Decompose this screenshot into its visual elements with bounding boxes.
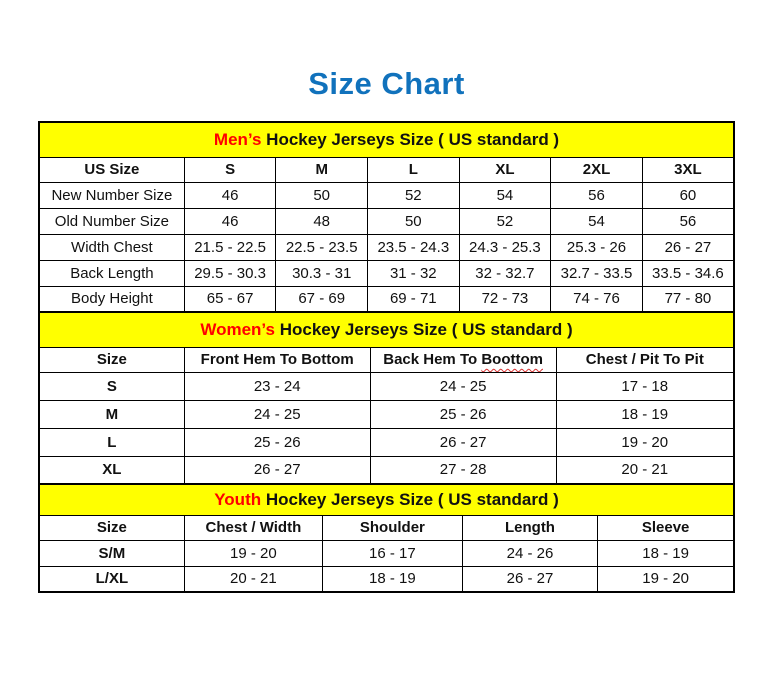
value-cell: 60 — [642, 182, 734, 208]
value-cell: 65 - 67 — [184, 286, 276, 312]
value-cell: 18 - 19 — [323, 566, 463, 592]
mens-column-header: XL — [459, 157, 551, 182]
value-cell: 20 - 21 — [556, 456, 734, 484]
womens-size-table — [38, 311, 735, 485]
value-cell: 23 - 24 — [184, 372, 370, 400]
size-tables-container — [38, 121, 735, 593]
value-cell: 56 — [551, 182, 643, 208]
value-cell: 54 — [551, 208, 643, 234]
row-label: XL — [39, 456, 184, 484]
womens-header-row — [39, 347, 734, 372]
womens-column-header: Size — [39, 347, 184, 372]
youth-column-header: Sleeve — [598, 515, 734, 540]
youth-section-band — [39, 484, 734, 515]
value-cell: 16 - 17 — [323, 540, 463, 566]
mens-table-row — [39, 182, 734, 208]
womens-band-accent: Women’s — [200, 319, 275, 339]
mens-size-table — [38, 121, 735, 313]
value-cell: 29.5 - 30.3 — [184, 260, 276, 286]
youth-table-row — [39, 566, 734, 592]
value-cell: 24 - 25 — [370, 372, 556, 400]
womens-table-row — [39, 428, 734, 456]
womens-section-title — [39, 312, 734, 347]
youth-column-header: Shoulder — [323, 515, 463, 540]
page-title: Size Chart — [308, 66, 465, 101]
value-cell: 54 — [459, 182, 551, 208]
value-cell: 24 - 25 — [184, 400, 370, 428]
value-cell: 21.5 - 22.5 — [184, 234, 276, 260]
value-cell: 18 - 19 — [598, 540, 734, 566]
mens-table-row — [39, 234, 734, 260]
youth-table-row — [39, 540, 734, 566]
value-cell: 52 — [459, 208, 551, 234]
value-cell: 20 - 21 — [184, 566, 322, 592]
value-cell: 50 — [368, 208, 460, 234]
mens-section-title — [39, 122, 734, 157]
value-cell: 24.3 - 25.3 — [459, 234, 551, 260]
row-label: L/XL — [39, 566, 184, 592]
mens-table-row — [39, 286, 734, 312]
mens-section-band — [39, 122, 734, 157]
value-cell: 32.7 - 33.5 — [551, 260, 643, 286]
value-cell: 67 - 69 — [276, 286, 368, 312]
value-cell: 19 - 20 — [184, 540, 322, 566]
value-cell: 74 - 76 — [551, 286, 643, 312]
youth-column-header: Length — [462, 515, 598, 540]
value-cell: 33.5 - 34.6 — [642, 260, 734, 286]
value-cell: 48 — [276, 208, 368, 234]
youth-size-table — [38, 483, 735, 593]
value-cell: 32 - 32.7 — [459, 260, 551, 286]
row-label: New Number Size — [39, 182, 184, 208]
value-cell: 19 - 20 — [598, 566, 734, 592]
value-cell: 18 - 19 — [556, 400, 734, 428]
row-label: M — [39, 400, 184, 428]
womens-column-header: Chest / Pit To Pit — [556, 347, 734, 372]
womens-table-row — [39, 400, 734, 428]
youth-band-accent: Youth — [214, 489, 262, 509]
value-cell: 77 - 80 — [642, 286, 734, 312]
row-label: Width Chest — [39, 234, 184, 260]
youth-column-header: Chest / Width — [184, 515, 322, 540]
value-cell: 17 - 18 — [556, 372, 734, 400]
mens-column-header: L — [368, 157, 460, 182]
womens-table-row — [39, 456, 734, 484]
youth-band-text: Hockey Jerseys Size ( US standard ) — [261, 489, 559, 509]
mens-column-header: S — [184, 157, 276, 182]
value-cell: 46 — [184, 182, 276, 208]
value-cell: 25 - 26 — [370, 400, 556, 428]
value-cell: 26 - 27 — [462, 566, 598, 592]
value-cell: 56 — [642, 208, 734, 234]
mens-column-header: M — [276, 157, 368, 182]
mens-column-header: US Size — [39, 157, 184, 182]
womens-band-text: Hockey Jerseys Size ( US standard ) — [274, 319, 573, 339]
row-label: Old Number Size — [39, 208, 184, 234]
value-cell: 50 — [276, 182, 368, 208]
value-cell: 22.5 - 23.5 — [276, 234, 368, 260]
value-cell: 30.3 - 31 — [276, 260, 368, 286]
row-label: L — [39, 428, 184, 456]
womens-column-header: Front Hem To Bottom — [184, 347, 370, 372]
womens-column-header: Back Hem To Boottom — [370, 347, 556, 372]
value-cell: 27 - 28 — [370, 456, 556, 484]
womens-table-row — [39, 372, 734, 400]
value-cell: 26 - 27 — [642, 234, 734, 260]
row-label: Back Length — [39, 260, 184, 286]
value-cell: 52 — [368, 182, 460, 208]
womens-section-band — [39, 312, 734, 347]
misspelled-word: Boottom — [481, 351, 543, 368]
value-cell: 23.5 - 24.3 — [368, 234, 460, 260]
mens-header-row — [39, 157, 734, 182]
value-cell: 69 - 71 — [368, 286, 460, 312]
mens-band-text: Hockey Jerseys Size ( US standard ) — [261, 129, 560, 149]
value-cell: 31 - 32 — [368, 260, 460, 286]
row-label: Body Height — [39, 286, 184, 312]
row-label: S — [39, 372, 184, 400]
value-cell: 72 - 73 — [459, 286, 551, 312]
value-cell: 46 — [184, 208, 276, 234]
youth-section-title — [39, 484, 734, 515]
mens-column-header: 2XL — [551, 157, 643, 182]
mens-column-header: 3XL — [642, 157, 734, 182]
value-cell: 25.3 - 26 — [551, 234, 643, 260]
value-cell: 26 - 27 — [184, 456, 370, 484]
value-cell: 24 - 26 — [462, 540, 598, 566]
value-cell: 19 - 20 — [556, 428, 734, 456]
value-cell: 26 - 27 — [370, 428, 556, 456]
youth-column-header: Size — [39, 515, 184, 540]
youth-header-row — [39, 515, 734, 540]
value-cell: 25 - 26 — [184, 428, 370, 456]
mens-table-row — [39, 260, 734, 286]
mens-table-row — [39, 208, 734, 234]
mens-band-accent: Men’s — [213, 129, 262, 149]
row-label: S/M — [39, 540, 184, 566]
